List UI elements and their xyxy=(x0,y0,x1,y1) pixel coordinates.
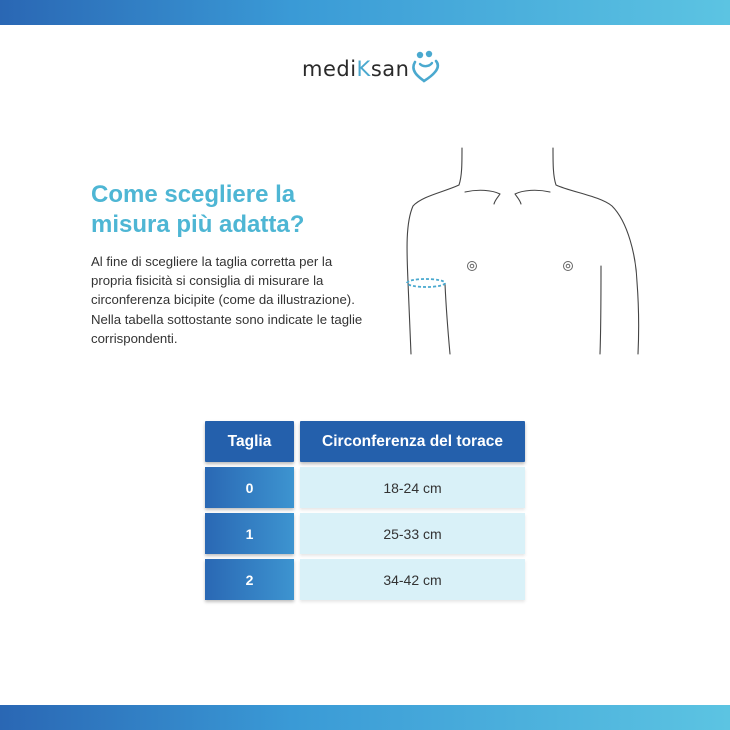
size-cell-2: 2 xyxy=(205,559,294,600)
description-text: Al fine di scegliere la taglia corretta per la propria fisicità si consiglia di misurare la circonferenza bicipite (come da illustrazione). Nella tabella sottostante sono indicate le taglie corrispondenti. xyxy=(91,254,363,346)
range-cell-0: 18-24 cm xyxy=(300,467,525,508)
range-cell-1: 25-33 cm xyxy=(300,513,525,554)
torso-illustration xyxy=(400,146,645,358)
top-gradient-band xyxy=(0,0,730,25)
logo-wordmark: mediKsan xyxy=(302,57,410,81)
range-cell-2: 34-42 cm xyxy=(300,559,525,600)
mediksan-logo xyxy=(300,50,440,90)
size-cell-1: 1 xyxy=(205,513,294,554)
bottom-gradient-band xyxy=(0,705,730,730)
circumference-column-header: Circonferenza del torace xyxy=(300,421,525,462)
page-heading: Come scegliere la misura più adatta? xyxy=(91,181,305,238)
size-cell-0: 0 xyxy=(205,467,294,508)
size-column-header: Taglia xyxy=(205,421,294,462)
logo-heart-icon xyxy=(412,50,440,84)
